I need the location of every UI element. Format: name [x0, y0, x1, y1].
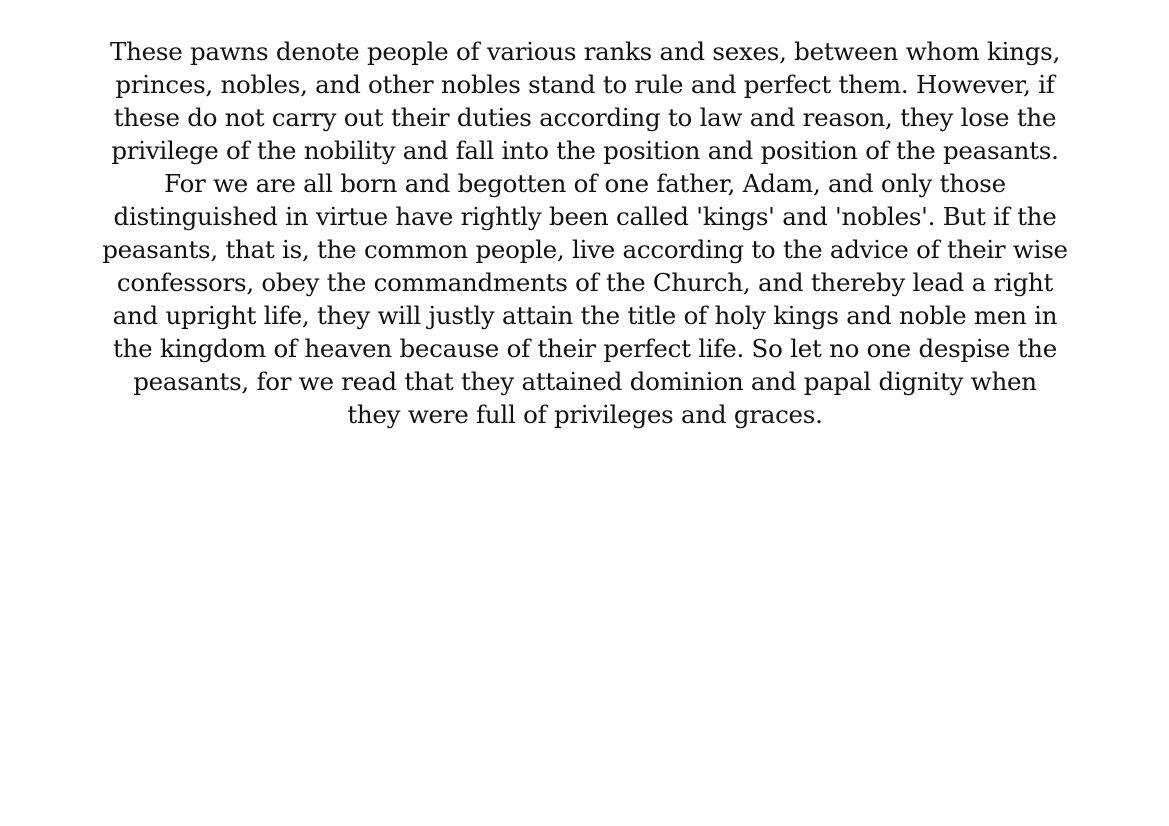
paragraph-line: they were full of privileges and graces. — [347, 400, 823, 429]
paragraph-line: distinguished in virtue have rightly been called 'kings' and 'nobles'. But if the — [113, 202, 1057, 231]
paragraph-line: these do not carry out their duties according to law and reason, they lose the — [113, 103, 1057, 132]
paragraph-line: For we are all born and begotten of one father, Adam, and only those — [164, 169, 1006, 198]
paragraph-line: peasants, that is, the common people, live according to the advice of their wise — [102, 235, 1068, 264]
paragraph-line: and upright life, they will justly attain the title of holy kings and noble men in — [112, 301, 1058, 330]
body-paragraph — [90, 35, 1080, 431]
paragraph-line: These pawns denote people of various ranks and sexes, between whom kings, — [110, 37, 1060, 66]
paragraph-line: privilege of the nobility and fall into the position and position of the peasants. — [111, 136, 1059, 165]
paragraph-line: confessors, obey the commandments of the Church, and thereby lead a right — [116, 268, 1054, 297]
paragraph-line: peasants, for we read that they attained dominion and papal dignity when — [133, 367, 1037, 396]
paragraph-line: princes, nobles, and other nobles stand to rule and perfect them. However, if — [115, 70, 1055, 99]
paragraph-line: the kingdom of heaven because of their perfect life. So let no one despise the — [113, 334, 1057, 363]
